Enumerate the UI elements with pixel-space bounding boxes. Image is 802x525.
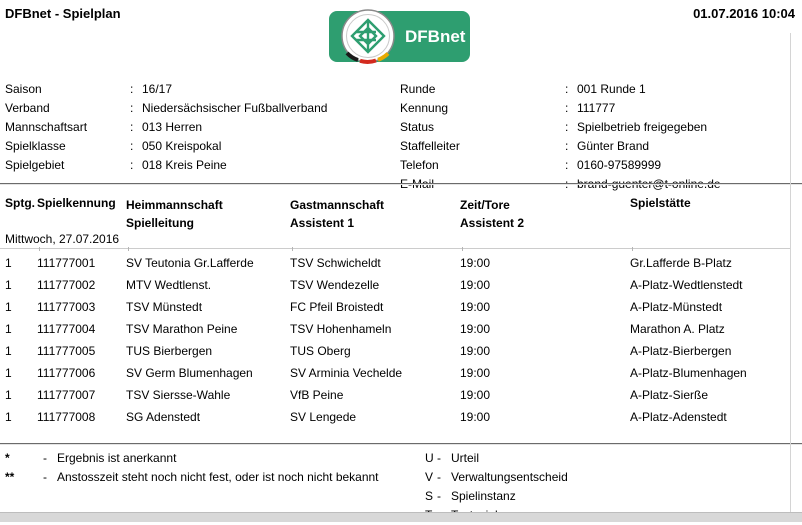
info-value: 111777 bbox=[577, 101, 616, 115]
info-value: Günter Brand bbox=[577, 139, 650, 153]
info-value: brand-guenter@t-online.de bbox=[577, 177, 721, 191]
cell-gastmannschaft: TSV Schwicheldt bbox=[290, 256, 381, 270]
legend-symbol: S bbox=[425, 489, 434, 503]
cell-zeit: 19:00 bbox=[460, 322, 491, 336]
cell-spielkennung: 111777007 bbox=[37, 388, 96, 402]
cell-heimmannschaft: SV Germ Blumenhagen bbox=[126, 366, 253, 380]
cell-spielstaette: A-Platz-Münstedt bbox=[630, 300, 723, 314]
info-value: 013 Herren bbox=[142, 120, 203, 134]
info-label: Status bbox=[400, 120, 435, 134]
column-header-zeit-tore bbox=[460, 196, 630, 232]
cell-gastmannschaft: VfB Peine bbox=[290, 388, 344, 402]
legend-row bbox=[425, 487, 568, 506]
cell-spielkennung: 111777005 bbox=[37, 344, 96, 358]
column-tick bbox=[462, 247, 463, 251]
column-header-spielkennung: Spielkennung bbox=[37, 196, 116, 210]
cell-spielkennung: 111777004 bbox=[37, 322, 96, 336]
legend-text: Verwaltungsentscheid bbox=[451, 470, 568, 484]
info-row-runde bbox=[400, 80, 721, 99]
cell-spielkennung: 111777003 bbox=[37, 300, 96, 314]
info-row-mannschaftsart bbox=[5, 118, 327, 137]
flag-arc-red bbox=[360, 61, 376, 62]
cell-heimmannschaft: TSV Münstedt bbox=[126, 300, 203, 314]
cell-zeit: 19:00 bbox=[460, 256, 491, 270]
cell-zeit: 19:00 bbox=[460, 366, 491, 380]
info-label: Spielgebiet bbox=[5, 158, 65, 172]
column-header-line2: Spielleitung bbox=[126, 216, 195, 230]
cell-spielstaette: A-Platz-Adenstedt bbox=[630, 410, 727, 424]
info-column-right bbox=[400, 80, 721, 194]
column-tick bbox=[292, 247, 293, 251]
page-right-border bbox=[790, 33, 791, 512]
legend-symbol: ** bbox=[5, 470, 15, 484]
cell-gastmannschaft: FC Pfeil Broistedt bbox=[290, 300, 384, 314]
cell-gastmannschaft: SV Arminia Vechelde bbox=[290, 366, 403, 380]
info-label: Runde bbox=[400, 82, 436, 96]
info-colon: : bbox=[565, 139, 569, 153]
cell-heimmannschaft: SG Adenstedt bbox=[126, 410, 201, 424]
table-row bbox=[0, 340, 791, 362]
column-header-line2: Assistent 1 bbox=[290, 216, 355, 230]
info-row-status bbox=[400, 118, 721, 137]
column-tick bbox=[39, 247, 40, 251]
cell-gastmannschaft: TUS Oberg bbox=[290, 344, 351, 358]
info-row-kennung bbox=[400, 99, 721, 118]
info-colon: : bbox=[565, 82, 569, 96]
legend-dash: - bbox=[437, 451, 441, 465]
column-tick bbox=[632, 247, 633, 251]
info-row-spielgebiet bbox=[5, 156, 327, 175]
info-value: 001 Runde 1 bbox=[577, 82, 646, 96]
info-label: Staffelleiter bbox=[400, 139, 460, 153]
info-value: Niedersächsischer Fußballverband bbox=[142, 101, 328, 115]
column-header-heimmannschaft bbox=[126, 196, 290, 232]
column-header-line1: Zeit/Tore bbox=[460, 198, 510, 212]
legend-row bbox=[5, 468, 379, 487]
cell-zeit: 19:00 bbox=[460, 344, 491, 358]
cell-spielstaette: Marathon A. Platz bbox=[630, 322, 725, 336]
dfbnet-logo bbox=[327, 9, 471, 65]
dfb-crest bbox=[342, 10, 394, 62]
cell-gastmannschaft: TSV Hohenhameln bbox=[290, 322, 392, 336]
cell-spielkennung: 111777008 bbox=[37, 410, 96, 424]
column-header-line1: Gastmannschaft bbox=[290, 198, 385, 212]
table-row bbox=[0, 362, 791, 384]
info-value: 018 Kreis Peine bbox=[142, 158, 227, 172]
cell-zeit: 19:00 bbox=[460, 278, 491, 292]
info-row-spielklasse bbox=[5, 137, 327, 156]
cell-sptg: 1 bbox=[5, 278, 12, 292]
cell-spielstaette: A-Platz-Blumenhagen bbox=[630, 366, 747, 380]
page-title: DFBnet - Spielplan bbox=[5, 6, 121, 21]
info-value: Spielbetrieb freigegeben bbox=[577, 120, 708, 134]
matchday-date-label: Mittwoch, 27.07.2016 bbox=[5, 232, 120, 246]
info-colon: : bbox=[130, 158, 134, 172]
cell-zeit: 19:00 bbox=[460, 388, 491, 402]
cell-zeit: 19:00 bbox=[460, 300, 491, 314]
table-row bbox=[0, 296, 791, 318]
legend-symbol: V bbox=[425, 470, 434, 484]
info-label: Mannschaftsart bbox=[5, 120, 88, 134]
cell-sptg: 1 bbox=[5, 300, 12, 314]
info-colon: : bbox=[565, 158, 569, 172]
info-colon: : bbox=[565, 101, 569, 115]
cell-sptg: 1 bbox=[5, 366, 12, 380]
cell-gastmannschaft: SV Lengede bbox=[290, 410, 357, 424]
info-label: Verband bbox=[5, 101, 50, 115]
info-value: 16/17 bbox=[142, 82, 173, 96]
cell-spielkennung: 111777001 bbox=[37, 256, 96, 270]
cell-sptg: 1 bbox=[5, 344, 12, 358]
column-header-line2: Assistent 2 bbox=[460, 216, 525, 230]
info-row-saison bbox=[5, 80, 327, 99]
info-value: 050 Kreispokal bbox=[142, 139, 222, 153]
info-label: Saison bbox=[5, 82, 42, 96]
legend-row bbox=[425, 449, 568, 468]
legend-text: Anstosszeit steht noch nicht fest, oder ist noch nicht bekannt bbox=[57, 470, 379, 484]
column-header-sptg: Sptg. bbox=[5, 196, 35, 210]
cell-sptg: 1 bbox=[5, 388, 12, 402]
table-top-border bbox=[0, 248, 791, 249]
legend-dash: - bbox=[43, 451, 47, 465]
cell-spielstaette: Gr.Lafferde B-Platz bbox=[630, 256, 732, 270]
legend-symbol: * bbox=[5, 451, 10, 465]
divider-info-table bbox=[0, 183, 802, 185]
table-header-row bbox=[0, 196, 791, 232]
info-row-verband bbox=[5, 99, 327, 118]
match-table bbox=[0, 252, 791, 428]
legend-dash: - bbox=[437, 470, 441, 484]
horizontal-scrollbar-track[interactable] bbox=[0, 512, 802, 522]
legend-dash: - bbox=[43, 470, 47, 484]
logo-wordmark: DFBnet bbox=[405, 27, 466, 46]
cell-heimmannschaft: TSV Marathon Peine bbox=[126, 322, 238, 336]
cell-heimmannschaft: MTV Wedtlenst. bbox=[126, 278, 212, 292]
table-row bbox=[0, 406, 791, 428]
legend-text: Spielinstanz bbox=[451, 489, 516, 503]
info-colon: : bbox=[565, 177, 569, 191]
cell-spielstaette: A-Platz-Bierbergen bbox=[630, 344, 732, 358]
column-tick bbox=[128, 247, 129, 251]
info-colon: : bbox=[130, 120, 134, 134]
cell-spielkennung: 111777006 bbox=[37, 366, 96, 380]
cell-spielstaette: A-Platz-Wedtlenstedt bbox=[630, 278, 743, 292]
cell-heimmannschaft: TUS Bierbergen bbox=[126, 344, 213, 358]
table-row bbox=[0, 252, 791, 274]
info-column-left bbox=[5, 80, 327, 175]
info-colon: : bbox=[130, 82, 134, 96]
info-colon: : bbox=[565, 120, 569, 134]
dfbnet-logo-graphic bbox=[327, 9, 471, 65]
cell-sptg: 1 bbox=[5, 322, 12, 336]
legend-text: Urteil bbox=[451, 451, 480, 465]
cell-heimmannschaft: TSV Siersse-Wahle bbox=[126, 388, 231, 402]
column-header-line1: Heimmannschaft bbox=[126, 198, 223, 212]
legend-row bbox=[5, 449, 379, 468]
divider-table-legend bbox=[0, 443, 802, 445]
cell-sptg: 1 bbox=[5, 256, 12, 270]
table-row bbox=[0, 318, 791, 340]
info-colon: : bbox=[130, 139, 134, 153]
cell-sptg: 1 bbox=[5, 410, 12, 424]
info-row-staffelleiter bbox=[400, 137, 721, 156]
info-label: Kennung bbox=[400, 101, 449, 115]
cell-heimmannschaft: SV Teutonia Gr.Lafferde bbox=[126, 256, 254, 270]
info-label: E-Mail bbox=[400, 177, 435, 191]
column-header-gastmannschaft bbox=[290, 196, 460, 232]
info-label: Telefon bbox=[400, 158, 439, 172]
legend-symbol: U bbox=[425, 451, 434, 465]
legend-symbols bbox=[5, 449, 379, 487]
table-row bbox=[0, 274, 791, 296]
cell-spielstaette: A-Platz-Sierße bbox=[630, 388, 709, 402]
cell-spielkennung: 111777002 bbox=[37, 278, 96, 292]
info-label: Spielklasse bbox=[5, 139, 66, 153]
column-header-spielstaette: Spielstätte bbox=[630, 196, 691, 210]
cell-gastmannschaft: TSV Wendezelle bbox=[290, 278, 380, 292]
info-row-telefon bbox=[400, 156, 721, 175]
report-datetime: 01.07.2016 10:04 bbox=[693, 6, 795, 21]
info-colon: : bbox=[130, 101, 134, 115]
legend-text: Ergebnis ist anerkannt bbox=[57, 451, 177, 465]
table-row bbox=[0, 384, 791, 406]
legend-dash: - bbox=[437, 489, 441, 503]
legend-row bbox=[425, 468, 568, 487]
info-value: 0160-97589999 bbox=[577, 158, 662, 172]
cell-zeit: 19:00 bbox=[460, 410, 491, 424]
